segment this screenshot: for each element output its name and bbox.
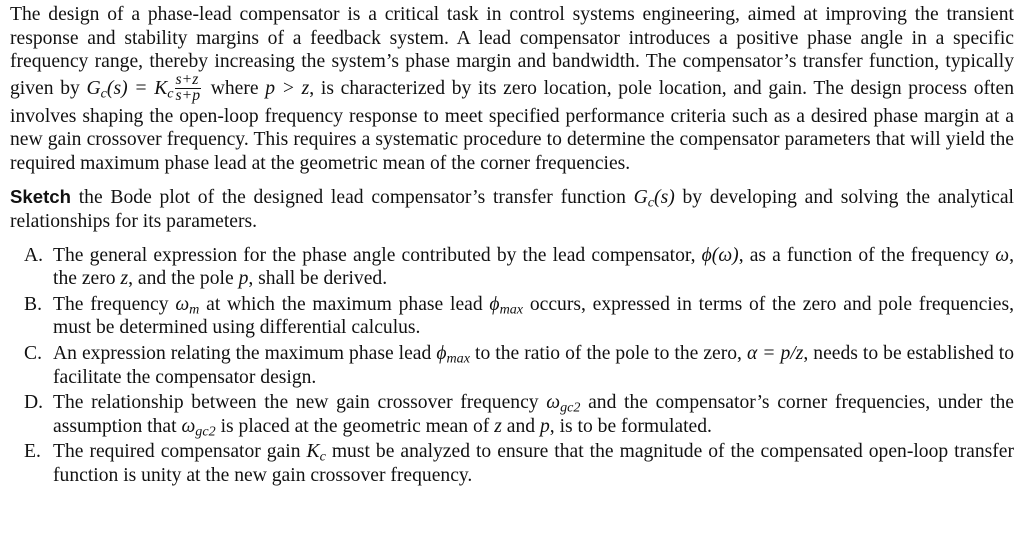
tf-numerator: s+z — [175, 73, 202, 89]
tf-denominator: s+p — [175, 86, 201, 104]
list-marker: C. — [24, 342, 42, 364]
task-keyword: Sketch — [10, 186, 71, 208]
list-item: E. The required compensator gain $K_c$ must be analyzed to ensure that the magnitude of the compensated open-loop transfer function is unity at the new gain crossover frequency. — [24, 441, 1014, 486]
list-marker: A. — [24, 244, 44, 266]
task-paragraph — [10, 185, 1014, 233]
tf-fraction — [175, 70, 202, 104]
intro-text-1: The design of a phase-lead compensator is a critical task in control systems engineering, aimed at improving the transient response and stability margins of a feedback system. A lead compensator introduces a positive phase angle in a specific frequency range, thereby increasing the system’s phase margin and bandwidth. The compensator’s transfer function, typically given by — [10, 4, 1014, 99]
list-marker: B. — [24, 293, 42, 315]
list-item: C. An expression relating the maximum phase lead $\phi_{max}$ to the ratio of the pole to the zero, α = p/z, needs to be established to facilitate the compensator design. — [24, 342, 1014, 388]
task-text-2: by developing and solving the analytical relationships for its parameters. — [10, 187, 1014, 232]
intro-text-2: where — [204, 77, 266, 99]
tf-gain: $K_c$ — [154, 77, 174, 102]
tf-lhs-arg: (s) = — [106, 77, 155, 99]
task-tf: $G_c(s)$ — [633, 187, 675, 211]
requirements-list — [10, 244, 1014, 488]
list-marker: D. — [24, 392, 44, 414]
list-item: B. The frequency $\omega_m$ at which the maximum phase lead $\phi_{max}$ occurs, expressed in terms of the zero and pole frequencies, must be determined using differential calculus. — [24, 293, 1014, 339]
list-item: D. The relationship between the new gain crossover frequency $\omega_{gc2}$ and the compensator’s corner frequencies, under the assumption that $\omega_{gc2}$ is placed at the geometric mean of z and p, is to be formulated. — [24, 392, 1014, 440]
list-marker: E. — [24, 441, 41, 463]
intro-text-3: , is characterized by its zero location, pole location, and gain. The design process often involves shaping the open-loop frequency response to meet specified performance criteria such as a desired phase margin at a new gain crossover frequency. This requires a systematic procedure to determine the compensator parameters that will yield the required maximum phase lead at the geometric mean of the corner frequencies. — [10, 77, 1014, 174]
intro-paragraph — [10, 3, 1014, 175]
list-item: A. The general expression for the phase angle contributed by the lead compensator, ϕ(ω), as a function of the frequency ω, the zero z, and the pole p, shall be derived. — [24, 244, 1014, 290]
document-page — [10, 3, 1014, 489]
task-text-1: the Bode plot of the designed lead compensator’s transfer function — [70, 187, 634, 209]
pole-zero-condition: p > z — [265, 77, 310, 99]
tf-lhs: $G_c$ — [86, 77, 107, 102]
